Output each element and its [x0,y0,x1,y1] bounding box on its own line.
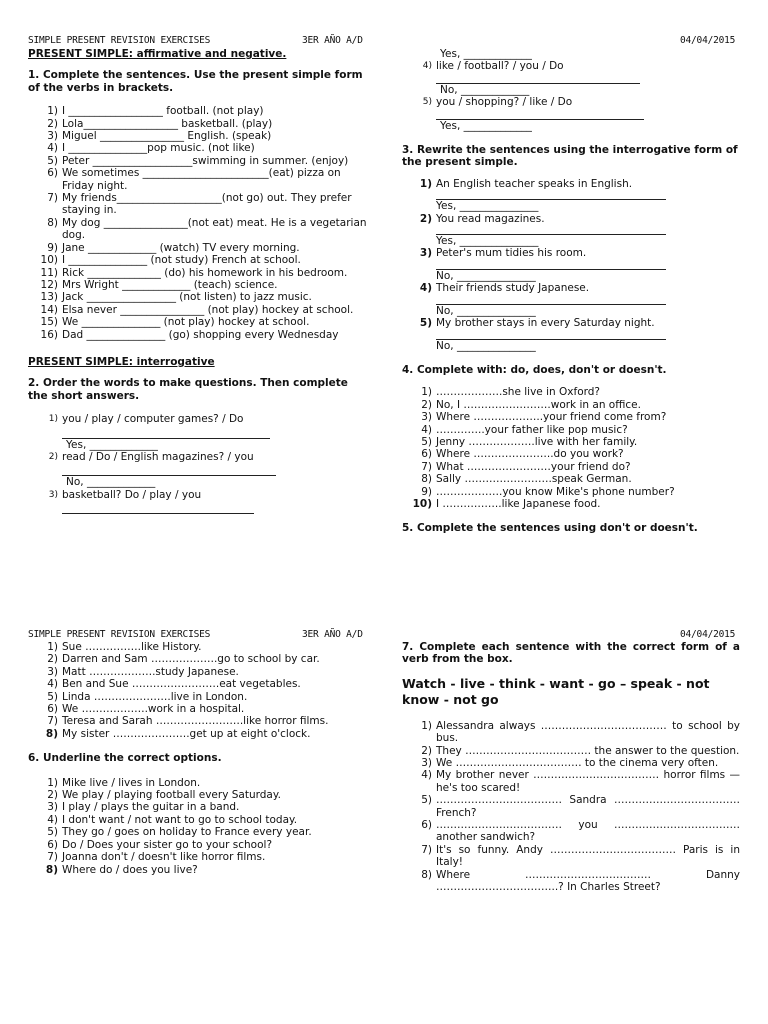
item-number: 5) [47,826,58,839]
item-number: 4) [421,423,432,436]
item-number: 1) [47,776,58,789]
item-number: 8) [45,863,58,876]
item-number: 3) [421,411,432,424]
item-text: My dog ________________(not eat) meat. He is a vegetarian dog. [62,216,367,242]
item-text: Rick ______________ (do) his homework in his bedroom. [62,266,348,279]
bottom-left-column [28,641,373,876]
item-text: Sue …………….like History. [62,641,202,653]
short-answer: No, _______________ [436,304,536,317]
item-number: 11) [40,266,58,279]
list-item [28,130,368,142]
ex2-list [28,413,288,514]
item-text: Mike live / lives in London. [62,776,201,789]
list-item [28,192,368,217]
item-text: Where ………………..your friend come from? [436,411,667,424]
header-class: 3ER AÑO A/D [302,35,363,46]
item-number: 5) [419,317,432,330]
item-number: 12) [40,278,58,291]
item-number: 4) [419,282,432,295]
list-item [28,703,373,715]
item-text: We _______________ (not play) hockey at school. [62,316,310,329]
list-item [402,436,742,448]
item-number: 13) [40,291,58,304]
item-text: We play / playing football every Saturday. [62,789,281,802]
item-number: 4) [47,678,58,691]
list-item: 2) read / Do / English magazines? / you [48,450,254,463]
item-text: Peter ___________________swimming in summer. (enjoy) [62,154,349,167]
list-item [28,279,368,291]
list-item [28,801,373,813]
list-item [402,498,742,510]
ex4-instruction: 4. Complete with: do, does, don't or doesn't. [402,363,667,376]
list-item [28,167,368,192]
verb-box: Watch - live - think - want - go – speak - not know - not go [402,675,710,707]
item-text: I _______________ (not study) French at school. [62,254,301,267]
item-text: My friends____________________(not go) out. They prefer staying in. [62,192,352,217]
top-right-column [402,48,742,535]
ex1-list [28,105,368,341]
list-item [402,448,742,460]
list-item [28,155,368,167]
list-item [28,839,373,851]
ex6-list [28,777,373,876]
item-text: Teresa and Sarah …………………….like horror films. [62,715,329,728]
short-answer: No, _____________ [66,476,156,489]
item-number: 4) [421,769,432,782]
item-number: 3) [419,247,432,260]
list-item [28,316,368,328]
item-number: 5) [47,154,58,167]
item-number: 7) [421,460,432,473]
item-text: Joanna don't / doesn't like horror films. [62,851,266,864]
list-item [28,267,368,279]
item-text: Alessandra always ……………………………… to school by bus. [436,719,740,745]
item-number: 14) [40,303,58,316]
item-number: 6) [421,819,432,832]
item-text: Miguel ________________ English. (speak) [62,130,272,143]
item-number: 7) [47,851,58,864]
item-text: Sally …………………….speak German. [436,473,632,486]
item-number: 2) [421,744,432,757]
list-item: 4) like / football? / you / Do [422,60,564,73]
list-item [28,814,373,826]
list-item [28,254,368,266]
item-text: They ……………………………… the answer to the question. [436,744,740,757]
item-number: 4) [47,813,58,826]
item-text: Jenny ……………….live with her family. [436,435,638,448]
short-answer: Yes, _______________ [436,235,539,248]
item-text: Peter's mum tidies his room. [436,247,587,260]
item-text: …………..your father like pop music? [436,423,628,436]
list-item: 1) you / play / computer games? / Do [48,413,244,426]
list-item [28,329,368,341]
list-item [28,691,373,703]
item-number: 3) [421,757,432,770]
item-text: ……………….you know Mike's phone number? [436,485,675,498]
item-text: Linda ………………….live in London. [62,690,248,703]
item-number: 2) [47,789,58,802]
item-text: Where do / does you live? [62,863,198,876]
short-answer: No, _____________ [440,83,530,96]
list-item [402,424,742,436]
list-item [402,844,740,869]
list-item [28,242,368,254]
item-text: No, I …………………….work in an office. [436,398,641,411]
item-text: I __________________ football. (not play) [62,105,264,118]
item-number: 8) [421,868,432,881]
item-number: 8) [47,216,58,229]
item-number: 9) [47,241,58,254]
item-number: 1) [47,105,58,118]
list-item [28,291,368,303]
list-item [28,715,373,727]
list-item [402,461,742,473]
item-number: 7) [47,715,58,728]
item-text: ……………………………… you ……………………………… another sandwich? [436,819,740,844]
list-item [402,794,740,819]
item-number: 2) [421,398,432,411]
list-item [402,178,672,190]
item-text: Where ……………………………… Danny ……………………………..? In Charles Street? [436,868,740,894]
list-item [28,777,373,789]
list-item [28,728,373,740]
list-item [402,247,672,259]
bottom-right-column [402,641,740,894]
item-text: Where …………………..do you work? [436,448,624,461]
item-number: 3) [47,665,58,678]
item-number: 1) [419,177,432,190]
list-item [402,282,672,294]
item-text: I ……………..like Japanese food. [436,497,601,510]
item-number: 7) [421,843,432,856]
item-text: It's so funny. Andy ……………………………… Paris is in Italy! [436,843,740,869]
list-item [402,486,742,498]
ex3-list [402,178,672,352]
item-number: 9) [421,485,432,498]
item-number: 16) [40,328,58,341]
list-item [28,641,373,653]
item-number: 10) [412,497,432,510]
item-text: My brother never ……………………………… horror films — he's too scared! [436,769,740,794]
item-number: 3) [47,130,58,143]
header-title: SIMPLE PRESENT REVISION EXERCISES [28,35,211,46]
item-text: Ben and Sue …………………….eat vegetables. [62,678,301,691]
item-number: 1) [421,386,432,399]
list-item [402,757,740,769]
list-item [402,720,740,745]
short-answer: Yes, _____________ [66,438,158,451]
list-item: 5) you / shopping? / like / Do [422,96,573,109]
list-item [402,411,742,423]
ex5-list [28,641,373,740]
list-item [28,789,373,801]
item-text: Jack _________________ (not listen) to jazz music. [62,291,312,304]
item-number: 5) [421,794,432,807]
top-left-column [28,48,368,514]
ex1-instruction: 1. Complete the sentences. Use the present simple form of the verbs in brackets. [28,69,363,94]
item-number: 2) [47,653,58,666]
list-item: 3) basketball? Do / play / you [48,488,202,501]
item-text: I don't want / not want to go to school today. [62,813,298,826]
item-text: Do / Does your sister go to your school? [62,838,273,851]
list-item [402,473,742,485]
item-number: 6) [421,448,432,461]
item-text: An English teacher speaks in English. [436,177,633,190]
list-item [28,666,373,678]
item-text: Darren and Sam ……………….go to school by car. [62,653,320,666]
item-number: 8) [45,727,58,740]
answer-line [62,513,254,514]
item-text: My sister ………………….get up at eight o'clock. [62,727,311,740]
item-number: 1) [47,641,58,653]
item-text: What ……………………your friend do? [436,460,631,473]
item-text: Lola__________________ basketball. (play) [62,117,273,130]
item-text: My brother stays in every Saturday night. [436,317,655,330]
item-number: 5) [421,435,432,448]
header-date: 04/04/2015 [680,35,736,46]
item-text: Dad _______________ (go) shopping every Wednesday [62,328,339,341]
ex4-list [402,386,742,510]
short-answer: Yes, _____________ [440,119,532,132]
list-item [28,118,368,130]
item-text: They go / goes on holiday to France every year. [62,826,312,839]
header-date: 04/04/2015 [680,629,736,640]
item-number: 15) [40,316,58,329]
list-item [28,304,368,316]
ex7-instruction: 7. Complete each sentence with the correct form of a verb from the box. [402,641,740,666]
item-number: 6) [47,703,58,716]
list-item [28,864,373,876]
item-number: 4) [47,142,58,155]
short-answer: No, _______________ [436,339,536,352]
header-title: SIMPLE PRESENT REVISION EXERCISES [28,629,211,640]
list-item [28,142,368,154]
ex5-instruction: 5. Complete the sentences using don't or doesn't. [402,522,698,535]
item-text: Mrs Wright _____________ (teach) science. [62,278,278,291]
short-answer: Yes, _____________ [440,48,532,60]
item-text: Jane _____________ (watch) TV every morning. [62,241,300,254]
list-item [402,399,742,411]
ex6-instruction: 6. Underline the correct options. [28,752,222,765]
item-number: 6) [47,167,58,180]
list-item [28,678,373,690]
ex2-instruction: 2. Order the words to make questions. Then complete the short answers. [28,377,348,402]
short-answer: Yes, _______________ [436,200,539,213]
item-number: 10) [40,254,58,267]
list-item [402,745,740,757]
item-text: Elsa never ________________ (not play) hockey at school. [62,303,354,316]
list-item [28,217,368,242]
list-item [402,386,742,398]
header-class: 3ER AÑO A/D [302,629,363,640]
item-number: 5) [47,690,58,703]
list-item [402,213,672,225]
item-text: ……………….she live in Oxford? [436,386,600,399]
ex3-instruction: 3. Rewrite the sentences using the interrogative form of the present simple. [402,144,738,169]
item-number: 3) [47,801,58,814]
item-number: 7) [47,192,58,205]
item-number: 2) [47,117,58,130]
section1-title: PRESENT SIMPLE: affirmative and negative. [28,48,287,60]
item-text: Matt ……………….study Japanese. [62,665,239,678]
ex2-continued-list [402,60,662,132]
item-text: You read magazines. [436,212,545,225]
item-number: 8) [421,473,432,486]
item-text: I play / plays the guitar in a band. [62,801,240,814]
item-text: We sometimes ________________________(eat) pizza on Friday night. [62,167,341,192]
list-item [402,769,740,794]
ex7-list [402,720,740,894]
item-text: ……………………………… Sandra ……………………………… French? [436,794,740,819]
item-number: 1) [421,719,432,732]
list-item [28,851,373,863]
item-text: Their friends study Japanese. [436,282,590,295]
list-item [28,826,373,838]
item-number: 6) [47,838,58,851]
list-item [402,869,740,894]
short-answer: No, _______________ [436,269,536,282]
list-item [28,105,368,117]
item-text: We ……………………………… to the cinema very often. [436,757,719,770]
list-item [402,819,740,844]
item-text: We ……………….work in a hospital. [62,703,245,716]
item-number: 2) [419,212,432,225]
section2-title: PRESENT SIMPLE: interrogative [28,355,215,368]
list-item [28,653,373,665]
item-text: I _______________pop music. (not like) [62,142,255,155]
list-item [402,317,672,329]
